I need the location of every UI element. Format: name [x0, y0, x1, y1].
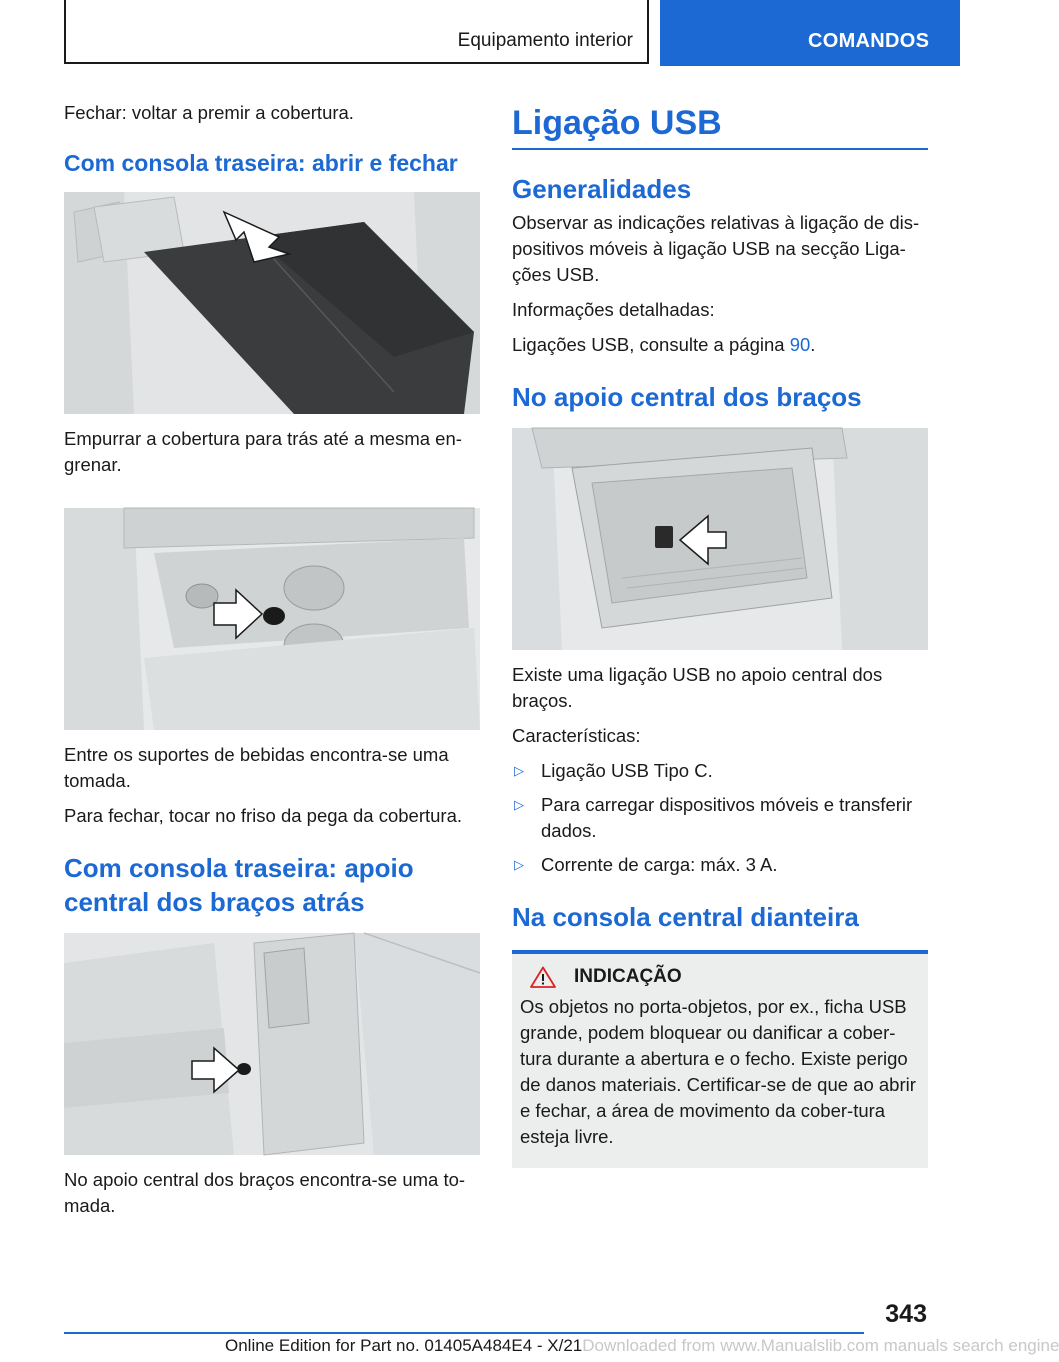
- heading-central-armrest: No apoio central dos braços: [512, 382, 862, 412]
- left-column: [64, 100, 482, 1228]
- notice-title: INDICAÇÃO: [574, 966, 682, 987]
- list-item: [512, 852, 928, 878]
- illustration-cupholder-socket: [64, 508, 480, 730]
- list-item: [512, 758, 928, 784]
- notice-header: [520, 966, 920, 988]
- header-chapter-tab: [660, 0, 960, 66]
- close-instruction: Para fechar, tocar no friso da pega da cobertura.: [64, 805, 462, 826]
- footer-edition: Online Edition for Part no. 01405A484E4 - X/21: [225, 1336, 583, 1355]
- header-section-title: Equipamento interior: [457, 30, 633, 51]
- usb-reference: [512, 332, 928, 358]
- heading-rear-console: Com consola traseira: abrir e fechar: [64, 150, 458, 176]
- feature-text: Para carregar dispositivos móveis e transferir dados.: [541, 794, 913, 841]
- features-list: [512, 758, 928, 878]
- triangle-bullet-icon: ▷: [514, 797, 524, 812]
- header-section-tab: [64, 0, 649, 64]
- details-label: Informações detalhadas:: [512, 299, 715, 320]
- illustration-rear-armrest: [64, 933, 480, 1155]
- right-column: [512, 100, 928, 1168]
- heading-front-console: Na consola central dianteira: [512, 902, 859, 932]
- general-text: Observar as indicações relativas à ligação de dis‐positivos móveis à ligação USB na secção Liga‐ções USB.: [512, 212, 920, 285]
- page-link[interactable]: 90: [789, 334, 811, 355]
- feature-text: Ligação USB Tipo C.: [541, 760, 713, 781]
- footer-rule: [64, 1332, 864, 1334]
- caption-armrest-socket: No apoio central dos braços encontra-se uma to‐mada.: [64, 1169, 466, 1216]
- features-label: Características:: [512, 725, 641, 746]
- triangle-bullet-icon: ▷: [514, 763, 524, 778]
- caption-push-cover: Empurrar a cobertura para trás até a mesma en‐grenar.: [64, 428, 462, 475]
- armrest-usb-text: Existe uma ligação USB no apoio central dos braços.: [512, 664, 883, 711]
- footer-watermark: Downloaded from www.Manualslib.com manuals search engine: [582, 1336, 1059, 1355]
- caption-socket: Entre os suportes de bebidas encontra-se uma tomada.: [64, 744, 449, 791]
- notice-text: Os objetos no porta-objetos, por ex., ficha USB grande, podem bloquear ou danificar a cober‐tura durante a abertura e o fecho. Existe perigo de danos materiais. Certificar-se de que ao abrir e fechar, a área de movimento da cober‐tura esteja livre.: [520, 996, 916, 1147]
- page-number: 343: [885, 1300, 927, 1328]
- illustration-cover-push: [64, 192, 480, 414]
- intro-text: Fechar: voltar a premir a cobertura.: [64, 102, 354, 123]
- feature-text: Corrente de carga: máx. 3 A.: [541, 854, 778, 875]
- reference-suffix: .: [810, 334, 816, 355]
- footer-text: [225, 1336, 1059, 1356]
- heading-rear-armrest: Com consola traseira: apoio central dos braços atrás: [64, 853, 414, 917]
- heading-usb: Ligação USB: [512, 102, 928, 150]
- illustration-armrest-usb: [512, 428, 928, 650]
- triangle-bullet-icon: ▷: [514, 857, 524, 872]
- warning-icon: [530, 966, 556, 988]
- notice-box: [512, 950, 928, 1168]
- heading-general: Generalidades: [512, 174, 692, 204]
- reference-prefix: Ligações USB, consulte a página: [512, 334, 790, 355]
- header-chapter-title: COMANDOS: [808, 30, 930, 52]
- list-item: [512, 792, 928, 844]
